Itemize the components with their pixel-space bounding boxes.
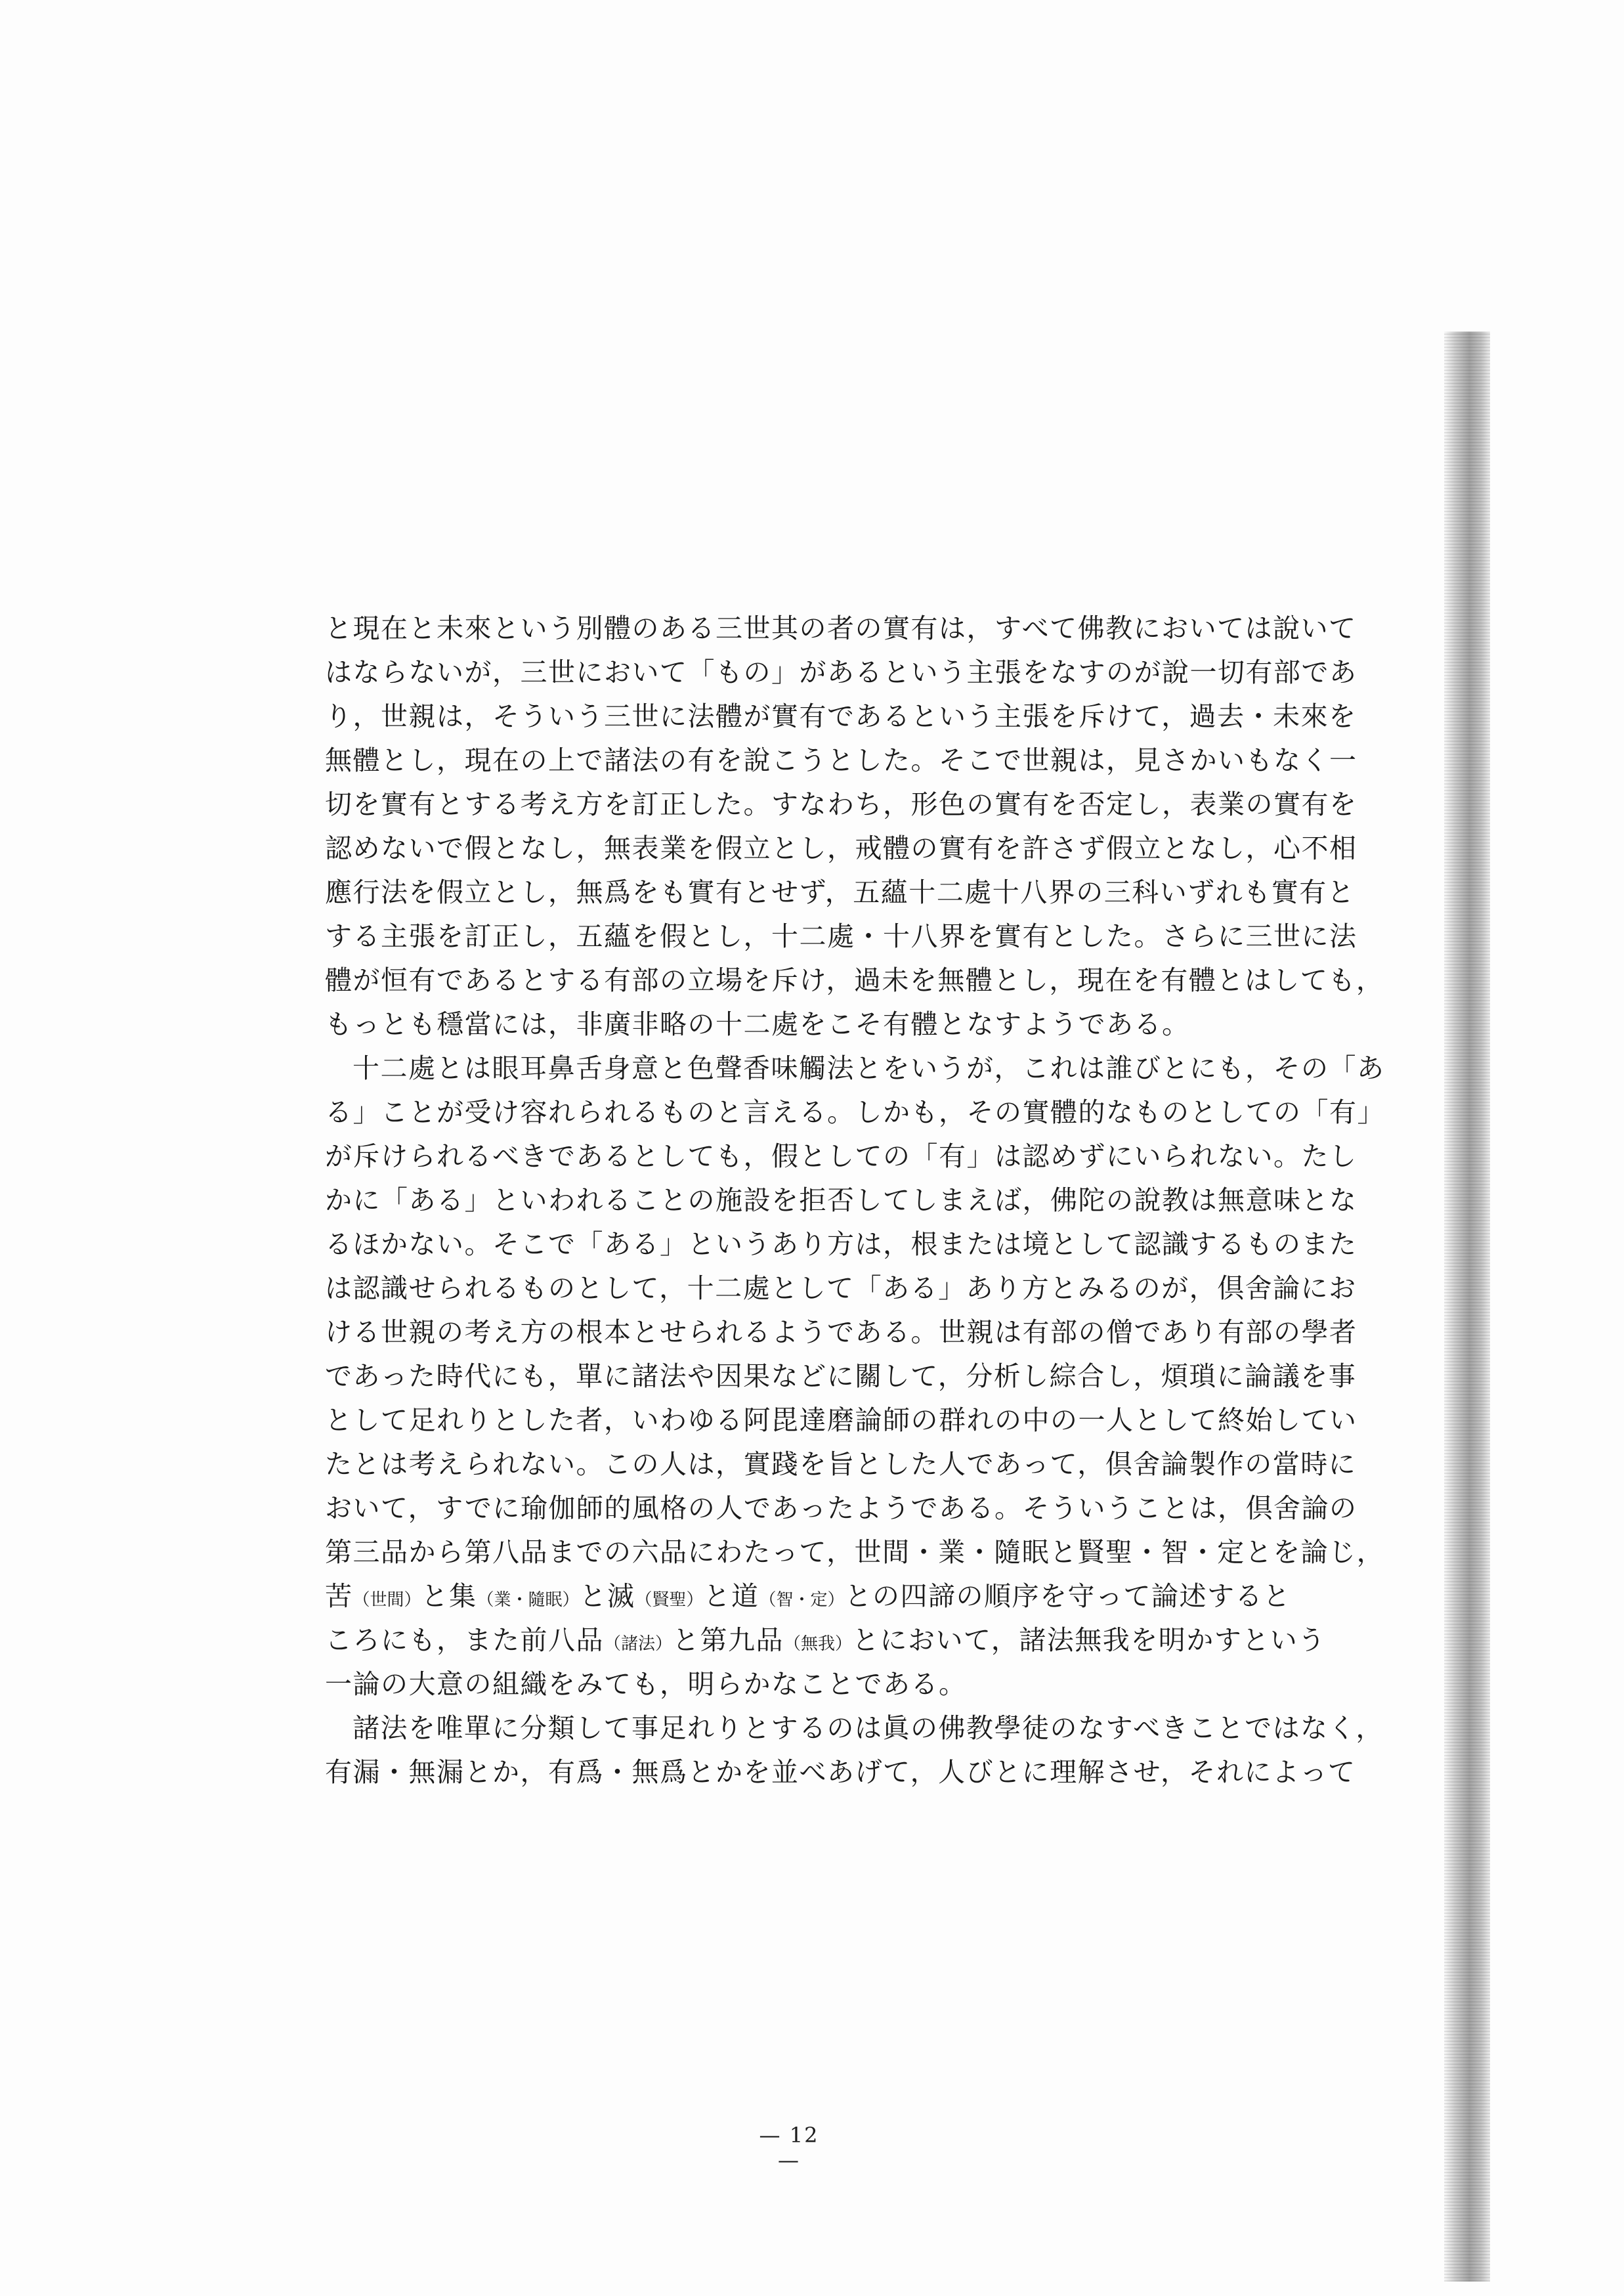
text-line: 一論の大意の組織をみても，明らかなことである。 xyxy=(325,1668,967,1700)
text-line: 十二處とは眼耳鼻舌身意と色聲香味觸法とをいうが，これは誰びとにも，その「あ xyxy=(353,1052,1385,1084)
text-line xyxy=(325,1622,1326,1658)
text-line: 認めないで假となし，無表業を假立とし，戒體の實有を許さず假立となし，心不相 xyxy=(325,833,1357,864)
text-segment: と集 xyxy=(421,1580,477,1612)
text-segment: と滅 xyxy=(579,1580,635,1612)
inline-annotation: （業・隨眠） xyxy=(477,1590,580,1610)
text-line xyxy=(325,1578,1291,1614)
page-number: — 12 — xyxy=(759,2123,819,2173)
text-line: する主張を訂正し，五蘊を假とし，十二處・十八界を實有とした。さらに三世に法 xyxy=(325,921,1357,952)
text-line: 諸法を唯單に分類して事足れりとするのは眞の佛教學徒のなすべきことではなく， xyxy=(353,1712,1384,1744)
text-line: かに「ある」といわれることの施設を拒否してしまえば，佛陀の說教は無意味とな xyxy=(325,1184,1357,1216)
text-line: と現在と未來という別體のある三世其の者の實有は，すべて佛教においては說いて xyxy=(325,613,1357,644)
inline-annotation: （諸法） xyxy=(604,1634,673,1654)
inline-annotation: （智・定） xyxy=(759,1590,845,1610)
text-line: 體が恒有であるとする有部の立場を斥け，過未を無體とし，現在を有體とはしても， xyxy=(325,964,1384,996)
text-line: おいて，すでに瑜伽師的風格の人であったようである。そういうことは，倶舍論の xyxy=(325,1492,1357,1524)
text-segment: との四諦の順序を守って論述すると xyxy=(844,1580,1291,1612)
text-line: ける世親の考え方の根本とせられるようである。世親は有部の僧であり有部の學者 xyxy=(325,1316,1357,1348)
text-line: 無體とし，現在の上で諸法の有を說こうとした。そこで世親は，見さかいもなく一 xyxy=(325,745,1357,776)
body-text xyxy=(325,611,1385,1798)
inline-annotation: （無我） xyxy=(784,1634,853,1654)
text-line: り，世親は，そういう三世に法體が實有であるという主張を斥けて，過去・未來を xyxy=(325,701,1357,732)
text-segment: ころにも，また前八品 xyxy=(325,1624,604,1656)
text-line: るほかない。そこで「ある」というあり方は，根または境として認識するものまた xyxy=(325,1228,1357,1260)
inline-annotation: （賢聖） xyxy=(635,1590,704,1610)
text-line: は認識せられるものとして，十二處として「ある」あり方とみるのが，倶舍論にお xyxy=(325,1272,1357,1304)
text-line: たとは考えられない。この人は，實踐を旨とした人であって，倶舍論製作の當時に xyxy=(325,1448,1357,1480)
text-segment: とにおいて，諸法無我を明かすという xyxy=(852,1624,1326,1656)
text-line: る」ことが受け容れられるものと言える。しかも，その實體的なものとしての「有」 xyxy=(325,1096,1385,1128)
scan-binding-edge xyxy=(1444,332,1490,2282)
text-line: 應行法を假立とし，無爲をも實有とせず，五蘊十二處十八界の三科いずれも實有と xyxy=(325,877,1356,908)
text-segment: 苦 xyxy=(325,1580,353,1612)
text-line: 第三品から第八品までの六品にわたって，世間・業・隨眠と賢聖・智・定とを論じ， xyxy=(325,1536,1385,1568)
text-line: として足れりとした者，いわゆる阿毘達磨論師の群れの中の一人として終始してい xyxy=(325,1404,1357,1436)
text-line: はならないが，三世において「もの」があるという主張をなすのが說一切有部であ xyxy=(325,657,1357,688)
text-line: もっとも穩當には，非廣非略の十二處をこそ有體となすようである。 xyxy=(325,1008,1190,1040)
text-line: であった時代にも，單に諸法や因果などに關して，分析し綜合し，煩瑣に論議を事 xyxy=(325,1360,1357,1392)
text-line: 有漏・無漏とか，有爲・無爲とかを並べあげて，人びとに理解させ，それによって xyxy=(325,1756,1356,1788)
text-line: 切を實有とする考え方を訂正した。すなわち，形色の實有を否定し，表業の實有を xyxy=(325,789,1357,820)
text-line: が斥けられるべきであるとしても，假としての「有」は認めずにいられない。たし xyxy=(325,1140,1357,1172)
inline-annotation: （世間） xyxy=(353,1590,421,1610)
text-segment: と道 xyxy=(703,1580,759,1612)
text-segment: と第九品 xyxy=(672,1624,784,1656)
